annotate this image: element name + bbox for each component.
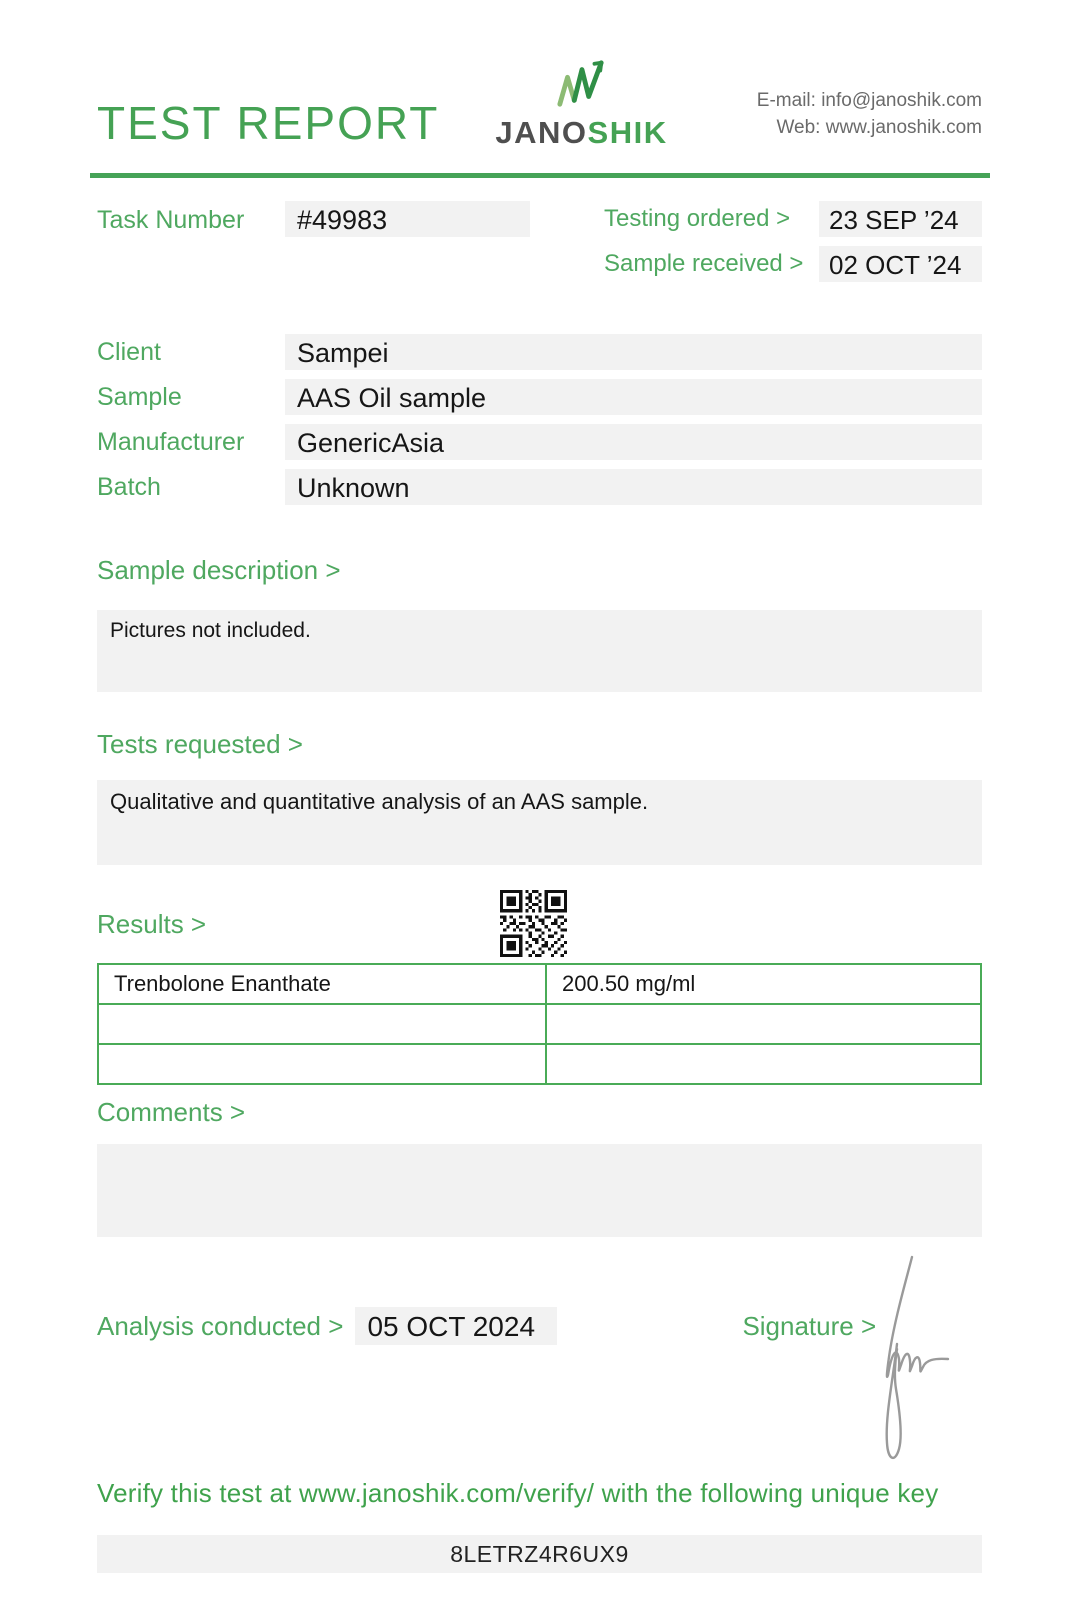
tests-requested-text: Qualitative and quantitative analysis of an AAS sample.	[97, 780, 982, 865]
signature-handwriting	[852, 1249, 962, 1482]
task-number-label: Task Number	[97, 206, 245, 234]
results-row-3	[98, 1044, 981, 1084]
sample-description-heading: Sample description >	[97, 555, 341, 585]
sample-label: Sample	[97, 382, 182, 411]
task-section	[97, 201, 982, 282]
comments-heading: Comments >	[97, 1097, 246, 1127]
results-row-1	[98, 964, 981, 1004]
manufacturer-value: GenericAsia	[285, 424, 982, 460]
sample-value: AAS Oil sample	[285, 379, 982, 415]
info-row-manufacturer	[97, 424, 982, 460]
sample-received-row	[604, 246, 982, 282]
report-header	[97, 52, 982, 148]
page-title: TEST REPORT	[97, 97, 440, 149]
testing-ordered-value: 23 SEP ’24	[819, 201, 982, 237]
client-label: Client	[97, 337, 161, 366]
sample-received-label: Sample received >	[604, 250, 804, 277]
footer-section	[97, 1307, 982, 1345]
task-number-value: #49983	[285, 201, 530, 237]
comments-text	[97, 1144, 982, 1237]
brand-name-primary: JANO	[495, 115, 588, 150]
results-header-zone	[97, 865, 982, 963]
info-row-sample	[97, 379, 982, 415]
unique-key-value: 8LETRZ4R6UX9	[97, 1535, 982, 1573]
client-value: Sampei	[285, 334, 982, 370]
analysis-date-value: 05 OCT 2024	[355, 1307, 557, 1345]
qr-code-icon	[500, 890, 567, 962]
analysis-conducted-label: Analysis conducted >	[97, 1310, 344, 1341]
header-divider	[90, 173, 990, 178]
dates-block	[604, 201, 982, 282]
info-row-client	[97, 334, 982, 370]
batch-label: Batch	[97, 472, 161, 501]
batch-value: Unknown	[285, 469, 982, 505]
contact-info	[757, 87, 982, 148]
sample-received-value: 02 OCT ’24	[819, 246, 982, 282]
info-row-batch	[97, 469, 982, 505]
growth-chart-icon	[552, 58, 610, 115]
testing-ordered-row	[604, 201, 982, 237]
result-cell	[546, 1044, 981, 1084]
result-cell	[546, 1004, 981, 1044]
verify-instruction: Verify this test at www.janoshik.com/verify/ with the following unique key	[97, 1478, 939, 1508]
analyte-cell: Trenbolone Enanthate	[98, 964, 546, 1004]
results-heading: Results >	[97, 909, 207, 939]
result-cell: 200.50 mg/ml	[546, 964, 981, 1004]
results-row-2	[98, 1004, 981, 1044]
brand-name-secondary: SHIK	[587, 115, 668, 150]
signature-label: Signature >	[742, 1310, 877, 1341]
results-table	[97, 963, 982, 1085]
tests-requested-heading: Tests requested >	[97, 729, 303, 759]
manufacturer-label: Manufacturer	[97, 427, 245, 456]
testing-ordered-label: Testing ordered >	[604, 205, 791, 232]
sample-description-text: Pictures not included.	[97, 610, 982, 692]
janoshik-logo	[495, 58, 667, 148]
analyte-cell	[98, 1004, 546, 1044]
brand-name	[495, 117, 667, 148]
test-report-page	[97, 0, 982, 1573]
sample-info-section	[97, 334, 982, 505]
analyte-cell	[98, 1044, 546, 1084]
contact-web: Web: www.janoshik.com	[776, 117, 982, 139]
contact-email: E-mail: info@janoshik.com	[756, 89, 982, 111]
